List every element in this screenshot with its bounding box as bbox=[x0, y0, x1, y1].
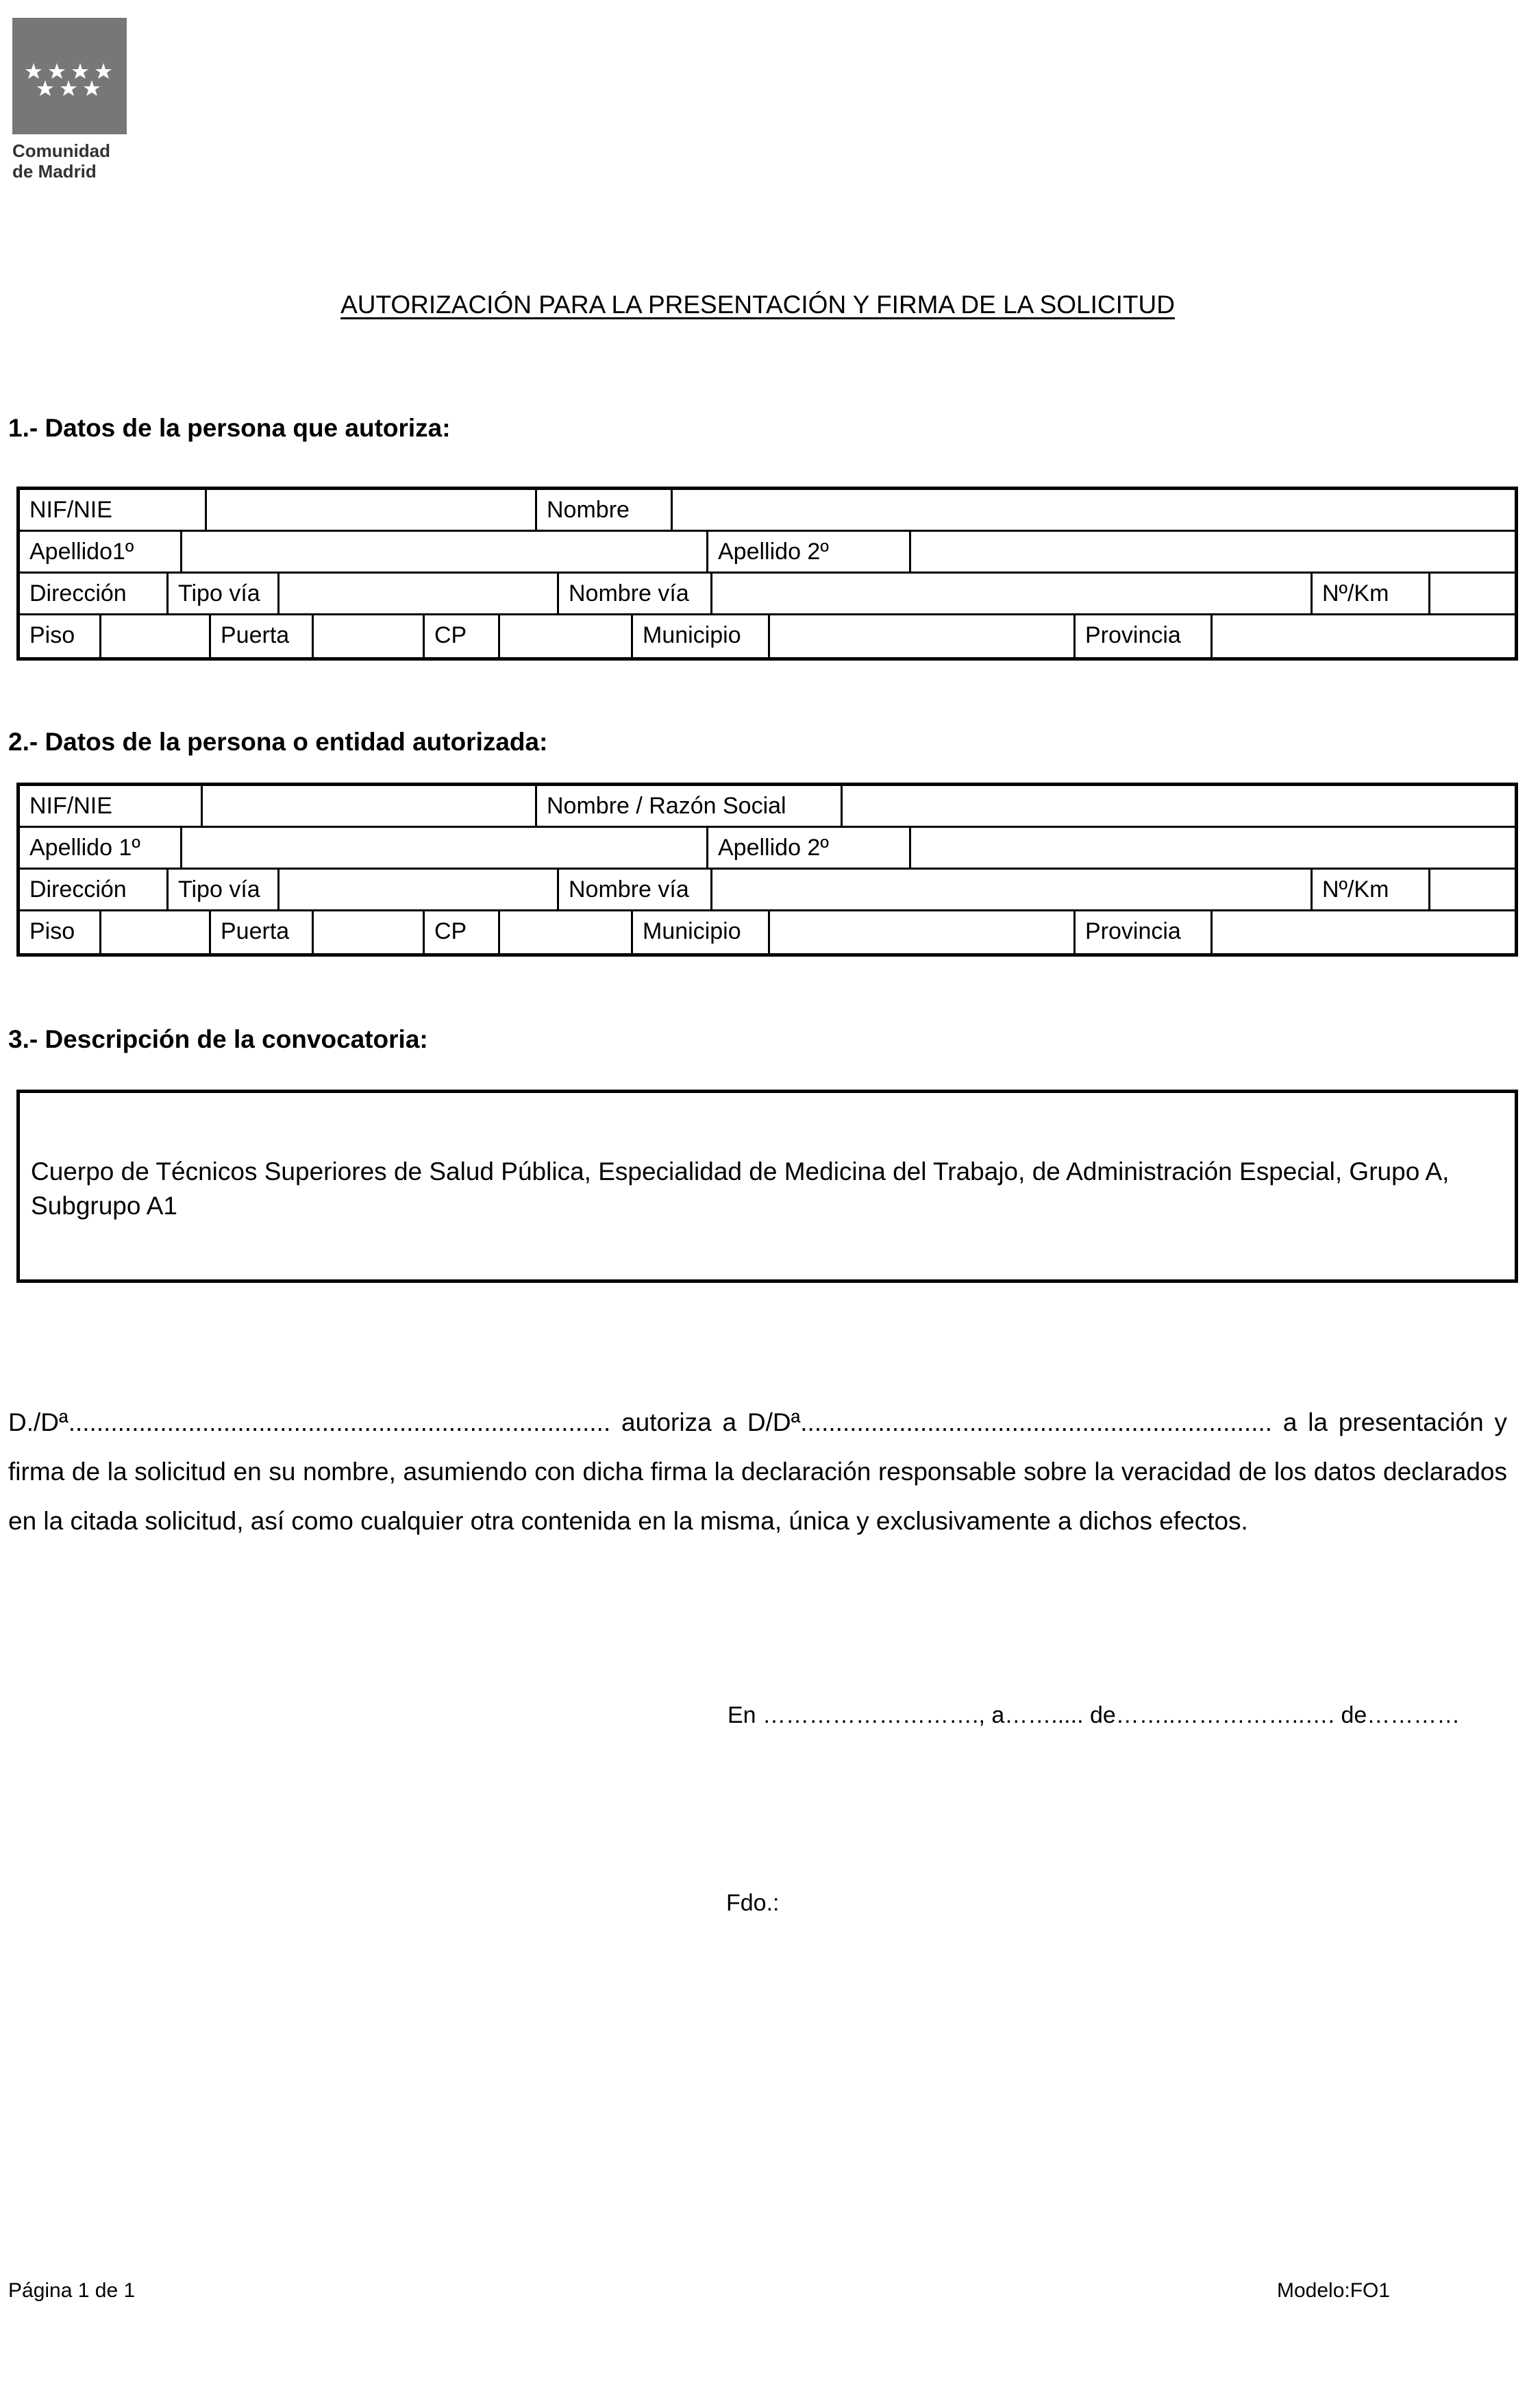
municipio-field[interactable] bbox=[768, 615, 1073, 657]
num-km-field[interactable] bbox=[1428, 870, 1515, 909]
puerta-label: Puerta bbox=[209, 615, 312, 657]
section-2-table bbox=[16, 783, 1518, 957]
stars-icon bbox=[12, 18, 127, 134]
nif-field[interactable] bbox=[205, 490, 535, 530]
tipo-via-field[interactable] bbox=[277, 574, 557, 613]
authorization-statement: D./Dª............................................................................. autoriza a D/Dª................................................................... a la presentación y firma de la solicitud en su nombre, asumiendo con dicha firma la declaración responsable sobre la veracidad de los datos declarados en la citada solicitud, así como cualquier otra contenida en la misma, única y exclusivamente a dichos efectos. bbox=[8, 1408, 1507, 1535]
municipio-label: Municipio bbox=[631, 911, 768, 953]
apellido1-field[interactable] bbox=[180, 532, 706, 572]
piso-label: Piso bbox=[29, 918, 75, 944]
nif-label: NIF/NIE bbox=[29, 793, 112, 819]
piso-field[interactable] bbox=[99, 911, 209, 953]
table-row bbox=[20, 870, 1515, 911]
municipio-label: Municipio bbox=[631, 615, 768, 657]
section-2-heading: 2.- Datos de la persona o entidad autorizada: bbox=[8, 728, 548, 756]
provincia-field[interactable] bbox=[1210, 615, 1515, 657]
num-km-label: Nº/Km bbox=[1311, 574, 1428, 613]
table-row bbox=[20, 615, 1515, 657]
nombre-label: Nombre bbox=[535, 490, 671, 530]
tipo-via-label: Tipo vía bbox=[166, 870, 277, 909]
nombre-field[interactable] bbox=[671, 490, 1515, 530]
table-row bbox=[20, 786, 1515, 828]
place-date-line[interactable]: En ………………………., a……..... de……..……………..…. de………… bbox=[728, 1702, 1461, 1728]
nombre-via-label: Nombre vía bbox=[557, 574, 710, 613]
apellido1-label: Apellido1º bbox=[29, 539, 134, 565]
tipo-via-field[interactable] bbox=[277, 870, 557, 909]
cp-label: CP bbox=[423, 911, 498, 953]
direccion-label: Dirección bbox=[29, 580, 127, 606]
logo-line-2: de Madrid bbox=[12, 161, 97, 182]
puerta-field[interactable] bbox=[312, 911, 423, 953]
tipo-via-label: Tipo vía bbox=[166, 574, 277, 613]
apellido1-label: Apellido 1º bbox=[29, 835, 140, 861]
footer-page-number: Página 1 de 1 bbox=[8, 2279, 136, 2302]
logo-line-1: Comunidad bbox=[12, 140, 110, 161]
nombre-via-field[interactable] bbox=[710, 574, 1311, 613]
piso-field[interactable] bbox=[99, 615, 209, 657]
table-row bbox=[20, 828, 1515, 870]
table-row bbox=[20, 911, 1515, 953]
convocatoria-box bbox=[16, 1090, 1518, 1283]
puerta-field[interactable] bbox=[312, 615, 423, 657]
apellido2-label: Apellido 2º bbox=[706, 532, 909, 572]
apellido2-field[interactable] bbox=[909, 828, 1515, 868]
cp-field[interactable] bbox=[498, 911, 631, 953]
apellido1-field[interactable] bbox=[180, 828, 706, 868]
signature-label: Fdo.: bbox=[726, 1890, 780, 1916]
table-row bbox=[20, 574, 1515, 615]
provincia-label: Provincia bbox=[1073, 615, 1210, 657]
document-title: AUTORIZACIÓN PARA LA PRESENTACIÓN Y FIRMA DE LA SOLICITUD bbox=[340, 291, 1175, 319]
apellido2-field[interactable] bbox=[909, 532, 1515, 572]
table-row bbox=[20, 532, 1515, 574]
nombre-razon-social-label: Nombre / Razón Social bbox=[535, 786, 841, 826]
cp-label: CP bbox=[423, 615, 498, 657]
num-km-label: Nº/Km bbox=[1311, 870, 1428, 909]
provincia-field[interactable] bbox=[1210, 911, 1515, 953]
cp-field[interactable] bbox=[498, 615, 631, 657]
convocatoria-description: Cuerpo de Técnicos Superiores de Salud Pública, Especialidad de Medicina del Trabajo, de Administración Especial, Grupo A, Subgrupo A1 bbox=[31, 1157, 1450, 1220]
nombre-via-label: Nombre vía bbox=[557, 870, 710, 909]
logo-emblem bbox=[12, 18, 127, 134]
section-1-table bbox=[16, 487, 1518, 661]
logo-text bbox=[12, 140, 110, 182]
provincia-label: Provincia bbox=[1073, 911, 1210, 953]
apellido2-label: Apellido 2º bbox=[706, 828, 909, 868]
direccion-label: Dirección bbox=[29, 876, 127, 903]
puerta-label: Puerta bbox=[209, 911, 312, 953]
municipio-field[interactable] bbox=[768, 911, 1073, 953]
nif-label: NIF/NIE bbox=[29, 497, 112, 523]
nombre-razon-social-field[interactable] bbox=[841, 786, 1515, 826]
section-3-heading: 3.- Descripción de la convocatoria: bbox=[8, 1025, 428, 1053]
nombre-via-field[interactable] bbox=[710, 870, 1311, 909]
footer-model: Modelo:FO1 bbox=[1277, 2279, 1391, 2302]
piso-label: Piso bbox=[29, 622, 75, 648]
nif-field[interactable] bbox=[201, 786, 535, 826]
table-row bbox=[20, 490, 1515, 532]
num-km-field[interactable] bbox=[1428, 574, 1515, 613]
section-1-heading: 1.- Datos de la persona que autoriza: bbox=[8, 414, 451, 442]
